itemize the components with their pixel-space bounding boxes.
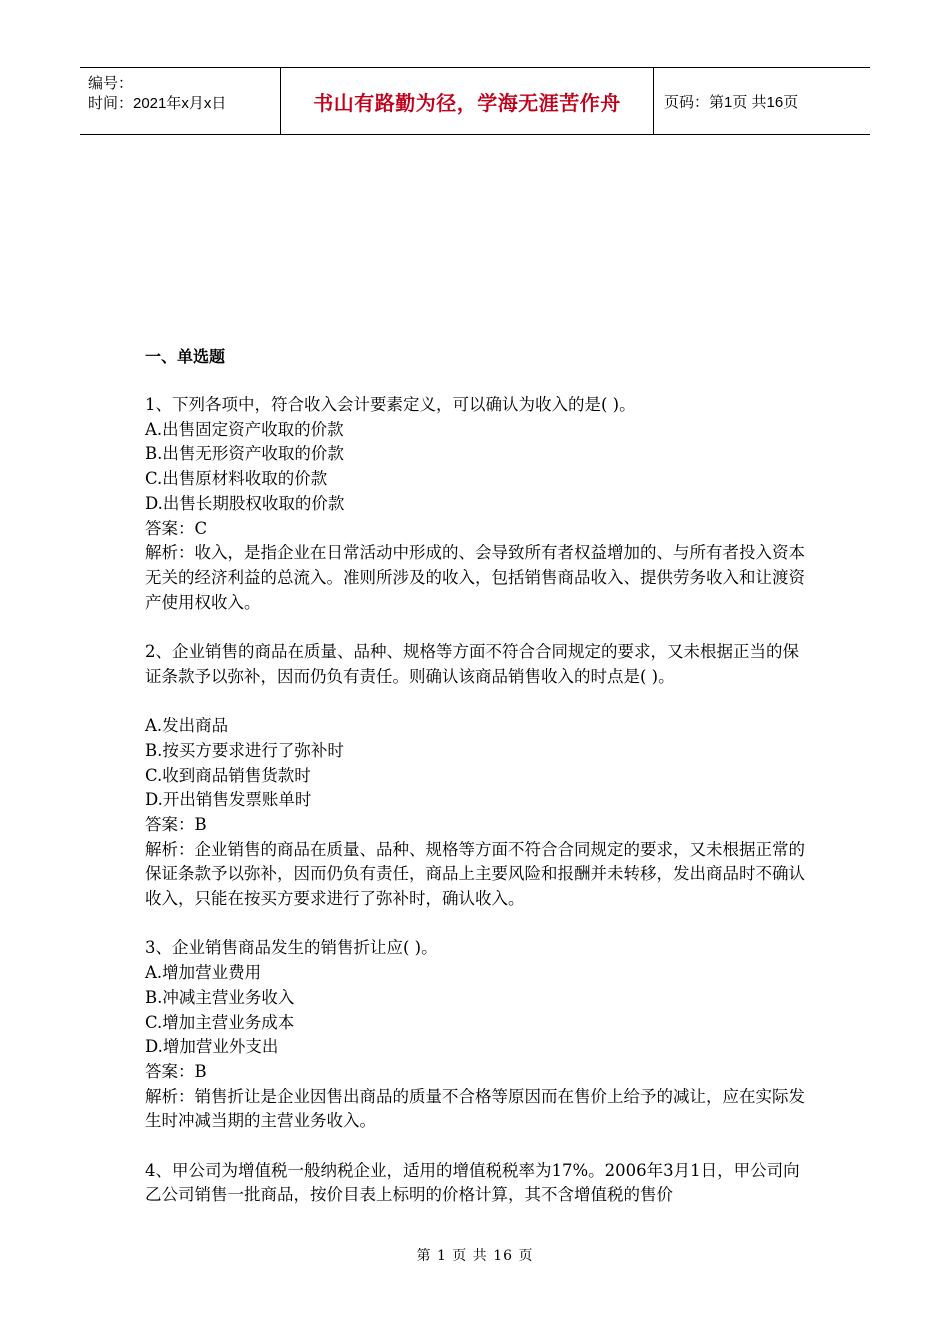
question-4 (145, 1159, 815, 1208)
analysis: 解析：企业销售的商品在质量、品种、规格等方面不符合合同规定的要求，又未根据正常的保证条款予以弥补，因而仍负有责任，商品上主要风险和报酬并未转移，发出商品时不确认收入，只能在按买方要求进行了弥补时，确认收入。 (145, 839, 805, 909)
page-footer: 第 1 页 共 16 页 (416, 1248, 534, 1264)
answer: 答案：B (145, 1061, 207, 1081)
header-info-cell (80, 68, 280, 134)
section-title: 一、单选题 (145, 347, 226, 366)
page-label: 页码：第1页 共16页 (664, 93, 799, 111)
time-label: 时间：2021年x月x日 (88, 95, 227, 112)
option-c: C.收到商品销售货款时 (145, 765, 311, 785)
header-page-cell (654, 68, 870, 134)
question-1 (145, 393, 815, 615)
analysis: 解析：销售折让是企业因售出商品的质量不合格等原因而在售价上给予的减让，应在实际发生时冲减当期的主营业务收入。 (145, 1086, 805, 1131)
question-stem: 4、甲公司为增值税一般纳税企业，适用的增值税税率为17%。2006年3月1日，甲公司向乙公司销售一批商品，按价目表上标明的价格计算，其不含增值税的售价 (145, 1160, 800, 1205)
option-b: B.冲减主营业务收入 (145, 987, 295, 1007)
option-a: A.增加营业费用 (145, 963, 262, 983)
question-stem: 2、企业销售的商品在质量、品种、规格等方面不符合合同规定的要求，又未根据正当的保证条款予以弥补，因而仍负有责任。则确认该商品销售收入的时点是( )。 (145, 642, 799, 686)
question-2 (145, 640, 815, 912)
motto-text: 书山有路勤为径，学海无涯苦作舟 (313, 90, 621, 115)
option-c: C.增加主营业务成本 (145, 1012, 295, 1032)
document-body (145, 344, 815, 1233)
option-d: D.出售长期股权收取的价款 (145, 493, 345, 513)
analysis: 解析：收入，是指企业在日常活动中形成的、会导致所有者权益增加的、与所有者投入资本无关的经济利益的总流入。准则所涉及的收入，包括销售商品收入、提供劳务收入和让渡资产使用权收入。 (145, 543, 805, 612)
header-motto-cell (280, 68, 654, 134)
question-stem: 1、下列各项中，符合收入会计要素定义，可以确认为收入的是( )。 (145, 395, 636, 414)
question-stem: 3、企业销售商品发生的销售折让应( )。 (145, 938, 438, 958)
option-a: A.出售固定资产收取的价款 (145, 419, 344, 439)
option-a: A.发出商品 (145, 716, 229, 736)
answer: 答案：B (145, 814, 207, 834)
option-c: C.出售原材料收取的价款 (145, 469, 328, 489)
option-d: D.增加营业外支出 (145, 1037, 279, 1057)
option-d: D.开出销售发票账单时 (145, 790, 312, 810)
number-label: 编号： (88, 75, 134, 92)
option-b: B.出售无形资产收取的价款 (145, 444, 344, 464)
answer: 答案：C (145, 518, 208, 538)
option-b: B.按买方要求进行了弥补时 (145, 740, 344, 760)
question-3 (145, 936, 815, 1134)
header-table (80, 67, 870, 135)
